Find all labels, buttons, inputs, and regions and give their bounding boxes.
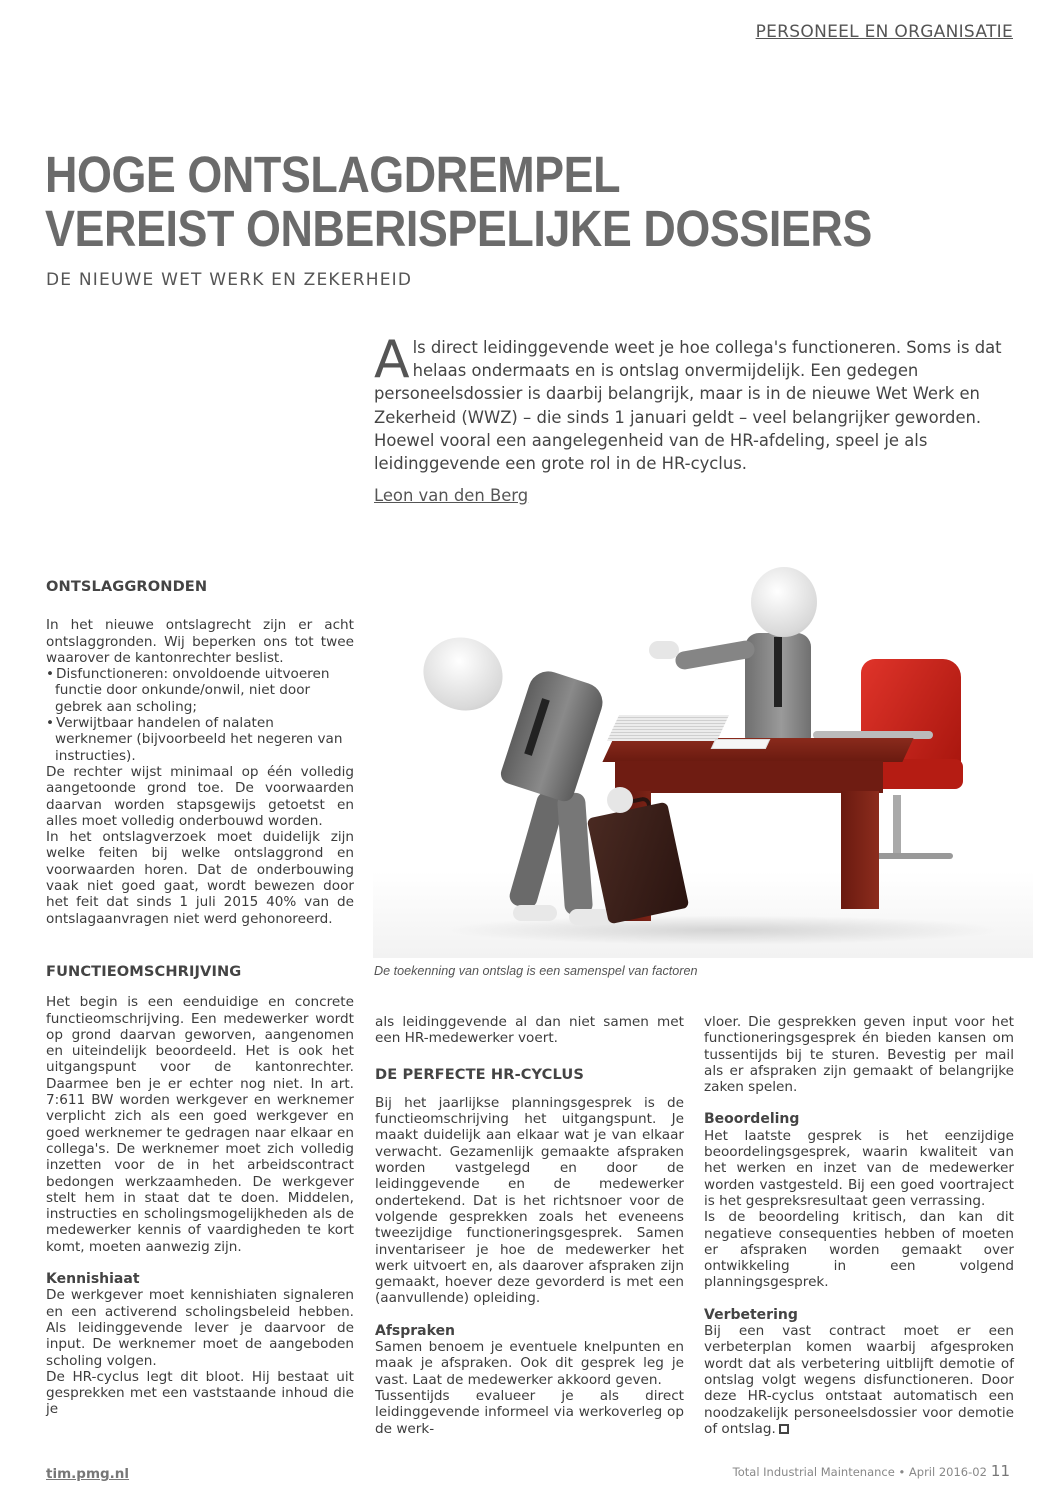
end-of-article-icon: [779, 1424, 789, 1434]
ground-list: [46, 666, 354, 764]
paragraph: De HR-cyclus legt dit bloot. Hij bestaat uit gesprekken met een vaststaande inhoud die je: [46, 1368, 354, 1418]
paragraph: als leidinggevende al dan niet samen met een HR-medewerker voert.: [375, 1014, 684, 1047]
list-item: • Verwijtbaar handelen of nalaten werknemer (bijvoorbeeld het negeren van instructies).: [46, 715, 354, 764]
employee-body: [498, 666, 607, 804]
figure-caption: De toekenning van ontslag is een samenspel van factoren: [374, 964, 698, 978]
manager-tie: [774, 637, 782, 707]
paper-sheet: [711, 739, 771, 749]
footer-site-link[interactable]: tim.pmg.nl: [46, 1466, 130, 1482]
paragraph: Het laatste gesprek is het eenzijdige beoordelingsgesprek, waarin kwaliteit van het werken en inzet van de medewerker worden vastgesteld. Bij een goed voortraject is het gespreksresultaat geen verrassing.: [704, 1127, 1014, 1209]
heading-kennishiaat: Kennishiaat: [46, 1271, 140, 1288]
title-line-1: HOGE ONTSLAGDREMPEL: [45, 146, 621, 203]
employee-leg: [557, 792, 593, 916]
paragraph: vloer. Die gesprekken geven input voor het functioneringsgesprek én bieden kansen om tussentijds bij te sturen. Bevestig per mail als er afspraken zijn gemaakt of belangrijke zaken spelen.: [704, 1014, 1014, 1096]
desk-front: [615, 761, 883, 793]
manager-dismissing-employee-illustration: [373, 563, 1033, 958]
list-item: • Disfunctioneren: onvoldoende uitvoeren functie door onkunde/onwil, niet door gebrek aan scholing;: [46, 666, 354, 715]
column-1-lower: [46, 964, 354, 1418]
article-title: [45, 148, 907, 256]
heading-verbetering: Verbetering: [704, 1306, 798, 1323]
employee-head: [413, 626, 513, 721]
briefcase-icon: [587, 802, 690, 925]
paragraph: Is de beoordeling kritisch, dan kan dit negatieve consequenties hebben of moeten er afspraken worden gemaakt over ontwikkeling in een volgend planningsgesprek.: [704, 1209, 1014, 1291]
paragraph: De werkgever moet kennishiaten signaleren en een activerend scholingsbeleid hebben. Als leidinggevende lever je daarvoor de input. De werknemer moet de aangeboden scholing volgen.: [46, 1287, 354, 1369]
heading-functieomschrijving: FUNCTIEOMSCHRIJVING: [46, 963, 242, 980]
paragraph-text: Bij een vast contract moet er een verbeterplan komen waarbij afgesproken wordt dat als verbetering uitblijft demotie of ontslag volgt wegens disfunctioneren. Door deze HR-cyclus ontstaat automatisch een noodzakelijk personeelsdossier voor demotie of ontslag.: [704, 1323, 1014, 1437]
publication-info: Total Industrial Maintenance • April 2016-02: [732, 1465, 987, 1479]
desk-leg: [841, 791, 879, 909]
manager-arm: [674, 639, 756, 671]
column-2: [375, 1014, 684, 1437]
paragraph: Het begin is een eenduidige en concrete functieomschrijving. Een medewerker wordt op grond daarvan geworven, aangenomen en uiteindelijk beoordeeld. Het is ook het uitgangspunt voor de kantonrechter. Daarmee ben je er echter nog niet. In art. 7:611 BW worden werkgever en werknemer verplicht zich als een goed werkgever en goed werknemer te gedragen naar elkaar en collega's. De werknemer moet zich volledig inzetten voor de in het arbeidscontract bedongen werkzaamheden. De werkgever stelt hem in staat dat te doen. Middelen, instructies en scholingsmogelijkheden als de medewerker kennis of vaardigheden te kort komt, moeten aanwezig zijn.: [46, 994, 354, 1255]
chair-base: [893, 795, 901, 855]
heading-beoordeling: Beoordeling: [704, 1111, 800, 1128]
chair-foot: [873, 853, 953, 859]
manager-head: [751, 567, 817, 637]
title-line-2: VEREIST ONBERISPELIJKE DOSSIERS: [45, 200, 872, 257]
author-link[interactable]: Leon van den Berg: [374, 486, 529, 505]
heading-hr-cyclus: DE PERFECTE HR-CYCLUS: [375, 1065, 584, 1083]
column-1: [46, 579, 354, 927]
paragraph: De rechter wijst minimaal op één volledig aangetoonde grond toe. De voorwaarden daarvan worden stapsgewijs getoetst en alles moet volledig onderbouwd worden.: [46, 763, 354, 829]
heading-afspraken: Afspraken: [375, 1322, 456, 1339]
paper-stack: [607, 715, 729, 741]
paragraph: Tussentijds evalueer je als direct leidinggevende informeel via werkoverleg op de werk-: [375, 1387, 684, 1437]
pointing-hand: [649, 641, 679, 659]
paragraph: In het nieuwe ontslagrecht zijn er acht ontslaggronden. Wij beperken ons tot twee waarover de kantonrechter beslist.: [46, 617, 354, 666]
paragraph: Bij het jaarlijkse planningsgesprek is de functieomschrijving het uitgangspunt. Je maakt duidelijk aan elkaar wat je van elkaar verwacht. Gezamenlijk gemaakte afspraken worden vastgelegd en door de leidinggevende en de medewerker ondertekend. Dat is het richtsnoer voor de volgende gesprekken zoals het eveneens tweezijdige functioneringsgesprek. Samen inventariseer je hoe de medewerker het werk uitvoert en, als daarover afspraken zijn gemaakt, hoever deze gevorderd is met een (aanvullende) opleiding.: [375, 1094, 684, 1307]
heading-ontslaggronden: ONTSLAGGRONDEN: [46, 578, 208, 595]
section-tag: PERSONEEL EN ORGANISATIE: [755, 22, 1013, 42]
footer-publication: [733, 1462, 1010, 1480]
column-3: [704, 1014, 1014, 1437]
employee-hand: [607, 787, 633, 813]
article-subtitle: DE NIEUWE WET WERK EN ZEKERHEID: [46, 270, 413, 290]
paragraph: Samen benoem je eventuele knelpunten en maak je afspraken. Ook dit gesprek leg je vast. Laat de medewerker akkoord geven.: [375, 1339, 684, 1388]
article-intro: [374, 330, 1014, 475]
page-number: 11: [990, 1462, 1010, 1480]
employee-foot: [513, 905, 557, 921]
paragraph: In het ontslagverzoek moet duidelijk zijn welke feiten bij welke ontslaggrond en voorwaarden horen. Dat de onderbouwing vaak niet goed gaat, wordt bewezen door het feit dat sinds 1 juli 2015 40% van de ontslagaanvragen niet werd gehonoreerd.: [46, 829, 354, 927]
intro-dropcap: A: [374, 330, 410, 390]
intro-text: ls direct leidinggevende weet je hoe collega's functioneren. Soms is dat helaas ondermaats en is ontslag onvermijdelijk. Een gedegen personeelsdossier is daarbij belangrijk, maar is in de nieuwe Wet Werk en Zekerheid (WWZ) – die sinds 1 januari geldt – veel belangrijker geworden. Hoewel vooral een aangelegenheid van de HR-afdeling, speel je als leidinggevende een grote rol in de HR-cyclus.: [374, 338, 1002, 474]
paragraph: [704, 1323, 1014, 1437]
